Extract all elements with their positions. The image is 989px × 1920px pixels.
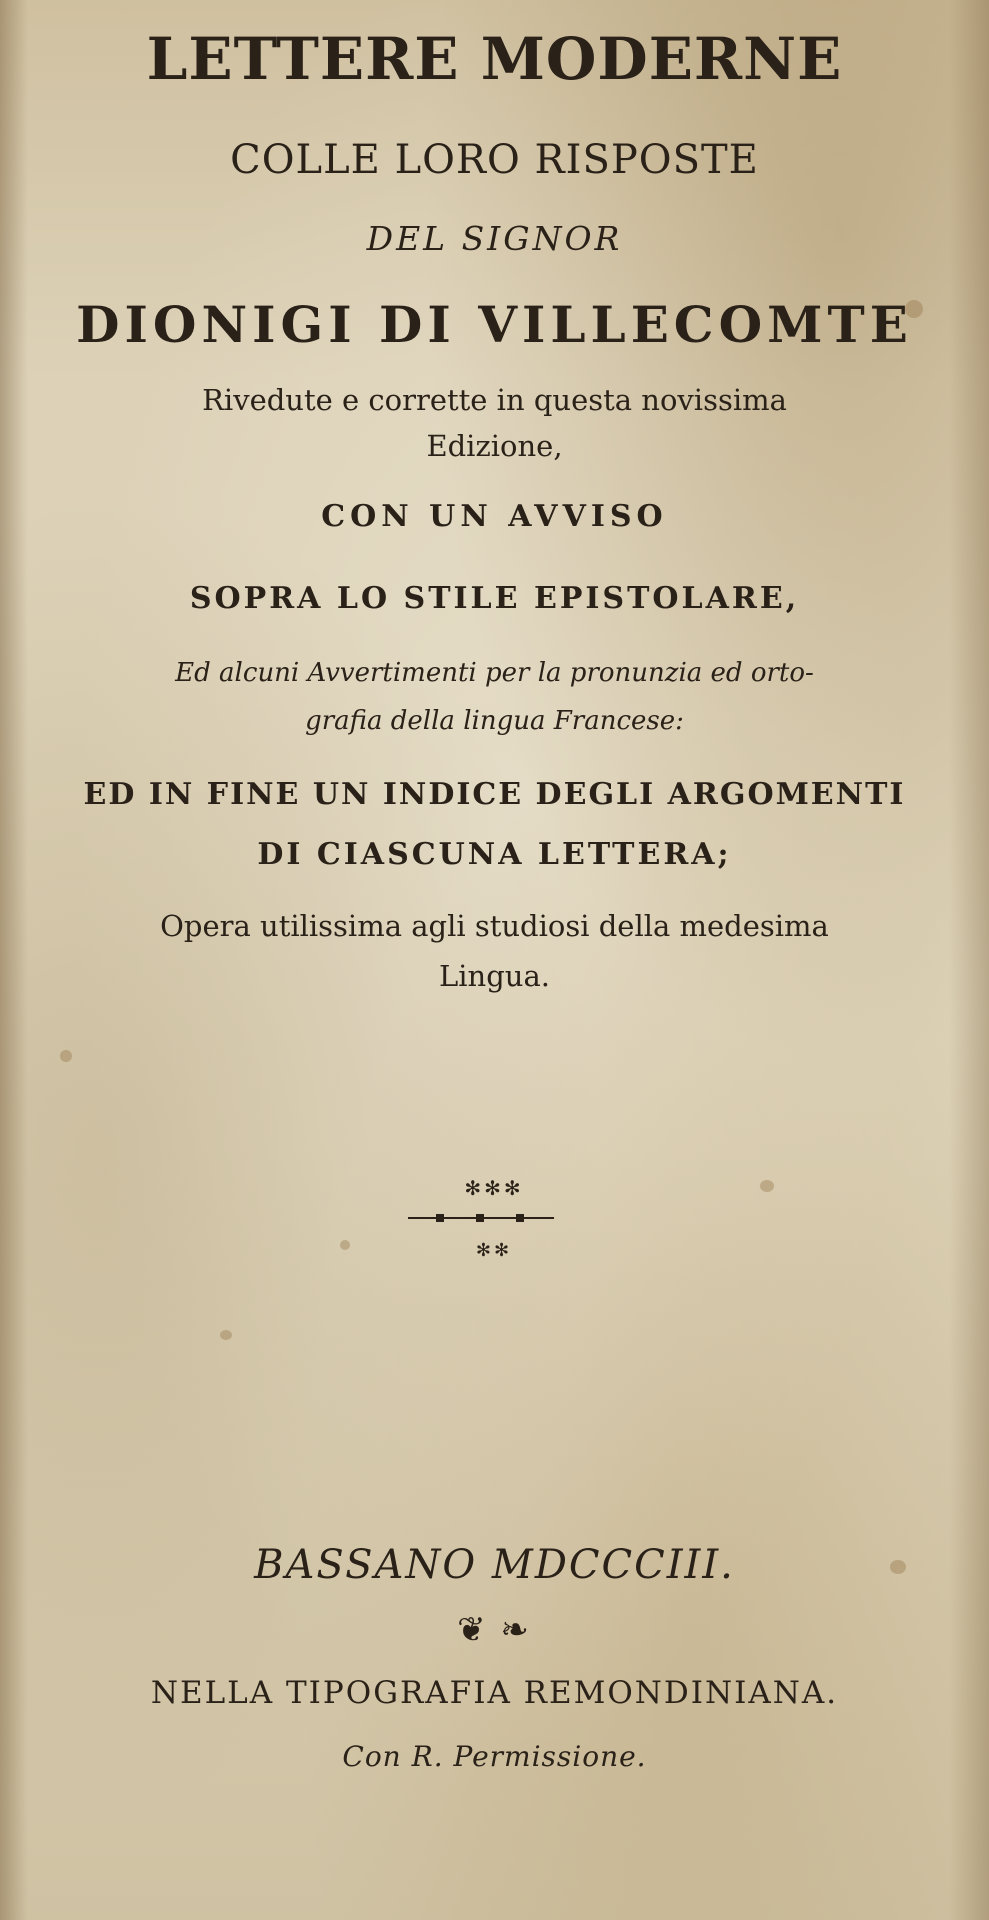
star-ornament-bottom: ✻✻ xyxy=(475,1240,513,1261)
author-name: DIONIGI DI VILLECOMTE xyxy=(76,295,913,354)
revision-line-1: Rivedute e corrette in questa novissima xyxy=(202,383,787,417)
by-line: DEL SIGNOR xyxy=(366,219,623,258)
page-shadow-right xyxy=(949,0,989,1920)
floral-ornament: ❦ ❧ xyxy=(457,1610,531,1650)
book-title: LETTERE MODERNE xyxy=(146,25,843,93)
foxing-spot xyxy=(60,1050,72,1062)
note-line-1: Ed alcuni Avvertimenti per la pronunzia ed orto- xyxy=(175,658,814,688)
note-line-2: grafia della lingua Francese: xyxy=(305,706,684,736)
printer-line: NELLA TIPOGRAFIA REMONDINIANA. xyxy=(150,1675,839,1711)
revision-line-2: Edizione, xyxy=(426,429,563,463)
rule-ornament xyxy=(406,1210,556,1226)
foxing-spot xyxy=(220,1330,232,1340)
avviso-line-1: CON UN AVVISO xyxy=(321,499,668,534)
foxing-spot xyxy=(340,1240,350,1250)
avviso-line-2: SOPRA LO STILE EPISTOLARE, xyxy=(189,581,800,616)
book-subtitle: COLLE LORO RISPOSTE xyxy=(230,137,759,183)
imprint-place-date: BASSANO MDCCCIII. xyxy=(254,1542,735,1588)
page-shadow-left xyxy=(0,0,28,1920)
purpose-line-2: Lingua. xyxy=(439,959,550,993)
star-ornament-top: ✻✻✻ xyxy=(464,1176,524,1200)
permission-line: Con R. Permissione. xyxy=(342,1740,647,1773)
purpose-line-1: Opera utilissima agli studiosi della medesima xyxy=(160,909,829,943)
index-line-1: ED IN FINE UN INDICE DEGLI ARGOMENTI xyxy=(83,777,906,812)
index-line-2: DI CIASCUNA LETTERA; xyxy=(257,837,732,872)
foxing-spot xyxy=(760,1180,774,1192)
